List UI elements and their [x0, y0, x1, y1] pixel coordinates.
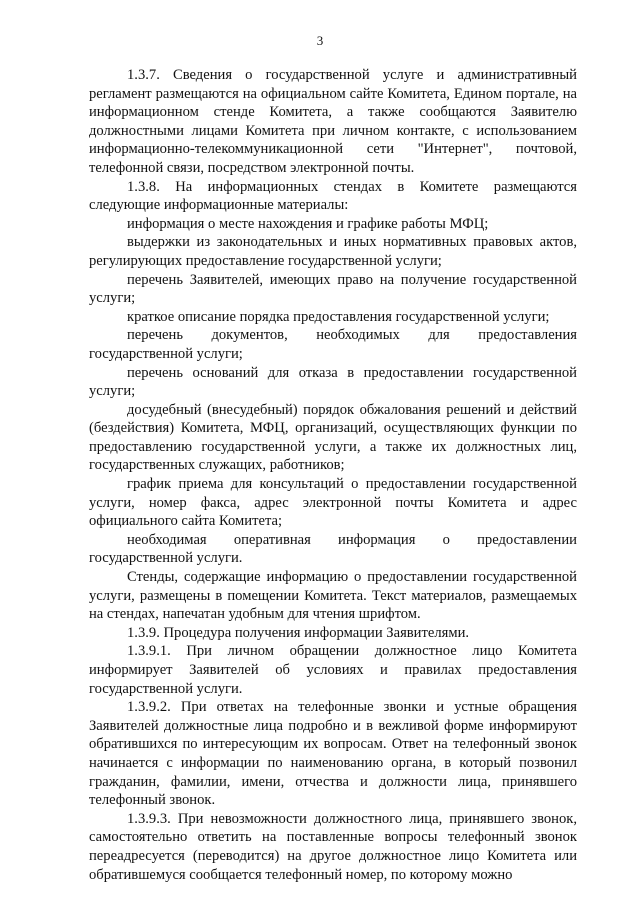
document-body [89, 66, 577, 884]
paragraph-1-3-9-2: 1.3.9.2. При ответах на телефонные звонки и устные обращения Заявителей должностные лица подробно и в вежливой форме информируют обратившихся по интересующим их вопросам. Ответ на телефонный звонок начинается с информации по наименованию органа, в который позвонил гражданин, фамилии, имени, отчества и должности лица, принявшего телефонный звонок. [89, 699, 577, 809]
list-item-applicants-list: перечень Заявителей, имеющих право на получение государственной услуги; [89, 271, 577, 307]
paragraph-1-3-9-3: 1.3.9.3. При невозможности должностного лица, принявшего звонок, самостоятельно ответить на поставленные вопросы телефонный звонок переадресуется (переводится) на другое должностное лицо Комитета или обратившемуся сообщается телефонный номер, по которому можно [89, 810, 577, 883]
paragraph-stands: Стенды, содержащие информацию о предоставлении государственной услуги, размещены в помещении Комитета. Текст материалов, размещаемых на стендах, напечатан удобным для чтения шрифтом. [89, 569, 577, 623]
paragraph-1-3-7: 1.3.7. Сведения о государственной услуге и административный регламент размещаются на официальном сайте Комитета, Едином портале, на информационном стенде Комитета, а также сообщаются Заявителю должностными лицами Комитета при личном контакте, с использованием информационно-телекоммуникационной сети "Интернет", почтовой, телефонной связи, посредством электронной почты. [89, 67, 577, 176]
list-item-consultation-schedule: график приема для консультаций о предоставлении государственной услуги, номер факса, адрес электронной почты Комитета и адрес официального сайта Комитета; [89, 476, 577, 530]
list-item-procedure-summary: краткое описание порядка предоставления государственной услуги; [127, 308, 550, 325]
paragraph-1-3-9-1: 1.3.9.1. При личном обращении должностное лицо Комитета информирует Заявителей об условиях и правилах предоставления государственной услуги. [89, 643, 577, 697]
list-item-legal-excerpts: выдержки из законодательных и иных нормативных правовых актов, регулирующих предоставление государственной услуги; [89, 234, 577, 269]
list-item-refusal-grounds: перечень оснований для отказа в предоставлении государственной услуги; [89, 364, 577, 400]
list-item-documents-list: перечень документов, необходимых для предоставления государственной услуги; [89, 327, 577, 362]
paragraph-1-3-9: 1.3.9. Процедура получения информации Заявителями. [127, 624, 470, 641]
page-number: 3 [316, 33, 324, 48]
list-item-appeal-procedure: досудебный (внесудебный) порядок обжалования решений и действий (бездействия) Комитета, МФЦ, организаций, осуществляющих функции по предоставлению государственной услуги, а также их должностных лиц, государственных служащих, работников; [89, 401, 577, 474]
paragraph-1-3-8: 1.3.8. На информационных стендах в Комитете размещаются следующие информационные материалы: [89, 178, 577, 214]
list-item-operational-info: необходимая оперативная информация о предоставлении государственной услуги. [89, 531, 577, 567]
list-item-mfc-location: информация о месте нахождения и графике работы МФЦ; [127, 215, 489, 232]
